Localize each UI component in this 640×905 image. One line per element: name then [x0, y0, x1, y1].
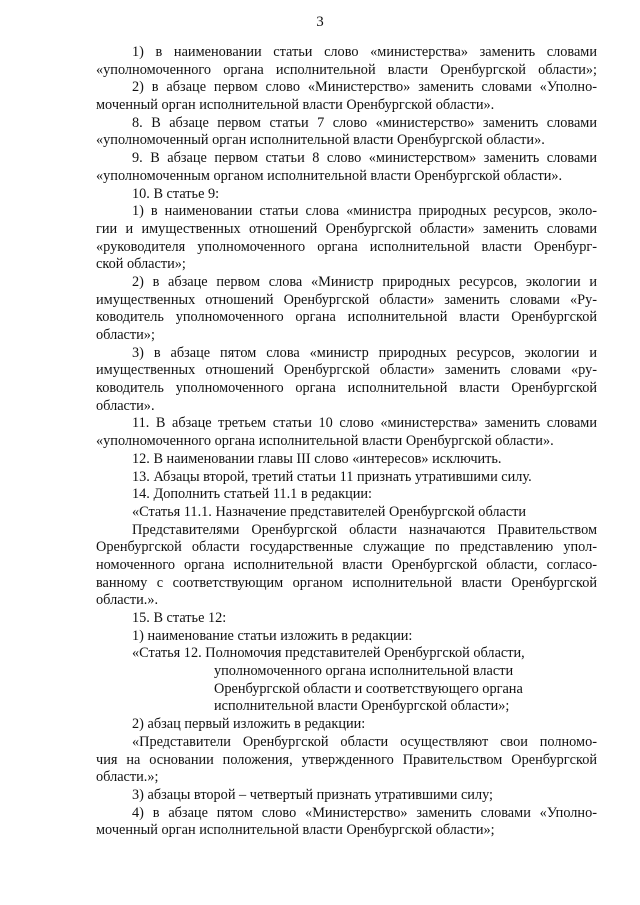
- text-line: «Статья 12. Полномочия представителей Оренбургской области,: [132, 645, 525, 662]
- text-line: «руководителя уполномоченного органа исполнительной власти Оренбург-: [96, 238, 597, 255]
- text-line: 2) в абзаце первом слово «Министерство» заменить словами «Уполно-: [132, 79, 597, 96]
- text-line: гии и имущественных отношений Оренбургской области» заменить словами: [96, 220, 597, 237]
- text-line: «уполномоченного органа исполнительной власти Оренбургской области».: [96, 433, 554, 450]
- text-line: 8. В абзаце первом статьи 7 слово «министерство» заменить словами: [132, 114, 597, 131]
- text-line: 9. В абзаце первом статьи 8 слово «министерством» заменить словами: [132, 150, 597, 167]
- text-line: «Представители Оренбургской области осуществляют свои полномо-: [132, 733, 597, 750]
- text-line: 1) в наименовании статьи слово «министерства» заменить словами: [132, 44, 597, 60]
- text-line: Представителями Оренбургской области назначаются Правительством: [132, 521, 597, 538]
- text-line: моченный орган исполнительной власти Оренбургской области»;: [96, 822, 495, 839]
- text-line: 12. В наименовании главы III слово «интересов» исключить.: [132, 450, 502, 467]
- text-line: ководитель уполномоченного органа исполнительной власти Оренбургской: [96, 309, 597, 326]
- text-line: 10. В статье 9:: [132, 185, 220, 202]
- text-line: «уполномоченного органа исполнительной власти Оренбургской области»;: [96, 61, 597, 78]
- text-line: имущественных отношений Оренбургской области» заменить словами «ру-: [96, 362, 597, 379]
- text-line: ванному с соответствующим органом исполнительной власти Оренбургской: [96, 574, 597, 591]
- text-line: 13. Абзацы второй, третий статьи 11 признать утратившими силу.: [132, 468, 532, 485]
- text-line: моченный орган исполнительной власти Оренбургской области».: [96, 97, 495, 114]
- text-line: 1) в наименовании статьи слова «министра природных ресурсов, эколо-: [132, 203, 597, 220]
- text-line: «уполномоченный орган исполнительной власти Оренбургской области».: [96, 132, 545, 149]
- page-number: 3: [316, 14, 324, 30]
- text-line: области».: [96, 397, 155, 414]
- text-line: области.»;: [96, 769, 159, 786]
- text-line: ской области»;: [96, 256, 186, 273]
- text-line: области»;: [96, 327, 155, 343]
- text-line: «уполномоченным органом исполнительной власти Оренбургской области».: [96, 167, 563, 184]
- text-line: «Статья 11.1. Назначение представителей Оренбургской области: [132, 503, 527, 520]
- text-line: 3) абзацы второй – четвертый признать утратившими силу;: [132, 786, 494, 803]
- text-line: 11. В абзаце третьем статьи 10 слово «министерства» заменить словами: [132, 415, 597, 432]
- text-line: ководитель уполномоченного органа исполнительной власти Оренбургской: [96, 380, 597, 397]
- text-line: 2) абзац первый изложить в редакции:: [132, 716, 366, 733]
- text-line: исполнительной власти Оренбургской области»;: [214, 698, 510, 715]
- text-line: Оренбургской области и соответствующего органа: [214, 680, 523, 697]
- text-line: области.».: [96, 592, 159, 609]
- text-line: 2) в абзаце первом слова «Министр природных ресурсов, экологии и: [132, 273, 597, 290]
- text-line: Оренбургской области государственные служащие по представлению упол-: [96, 539, 597, 556]
- text-line: 14. Дополнить статьей 11.1 в редакции:: [132, 486, 373, 503]
- text-line: 15. В статье 12:: [132, 610, 227, 626]
- text-line: чия на основании положения, утвержденного Правительством Оренбургской: [96, 751, 597, 768]
- document-body: [96, 44, 597, 840]
- text-line: номоченного органа исполнительной власти Оренбургской области, согласо-: [96, 556, 597, 573]
- text-line: 3) в абзаце пятом слова «министр природных ресурсов, экологии и: [132, 344, 597, 361]
- text-line: имущественных отношений Оренбургской области» заменить словами «Ру-: [96, 291, 597, 308]
- text-line: уполномоченного органа исполнительной власти: [214, 663, 514, 680]
- text-line: 1) наименование статьи изложить в редакции:: [132, 627, 413, 644]
- text-line: 4) в абзаце пятом слово «Министерство» заменить словами «Уполно-: [132, 804, 597, 821]
